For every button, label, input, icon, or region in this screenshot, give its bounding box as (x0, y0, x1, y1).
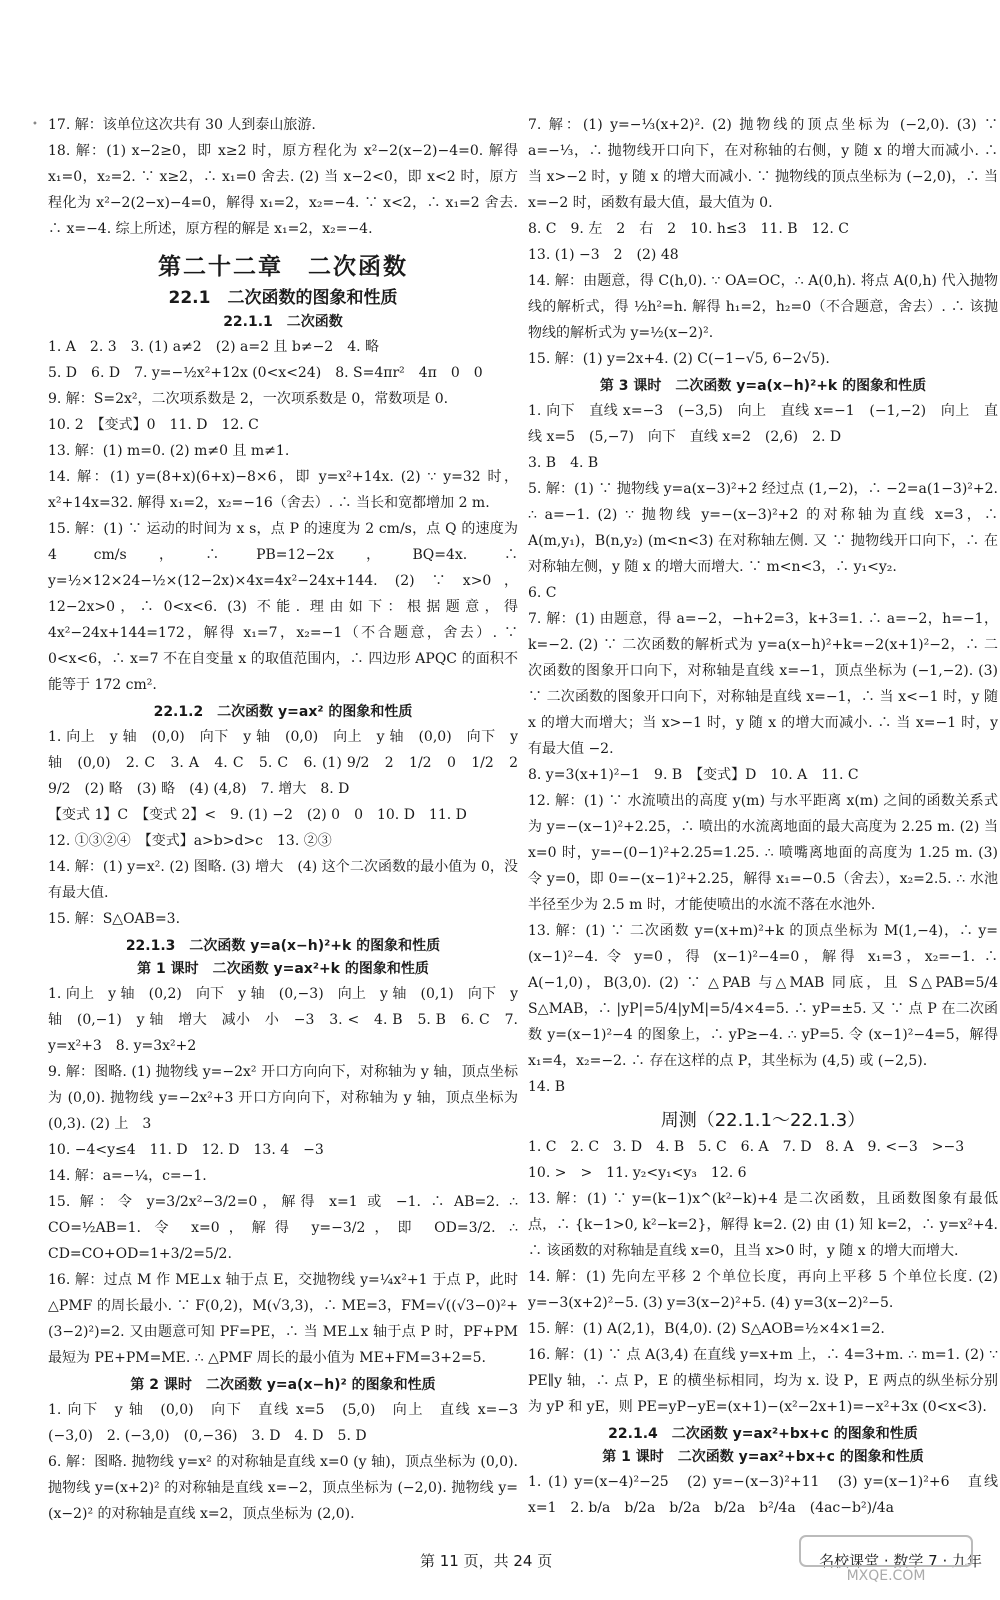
subsection-title: 22.1.4 二次函数 y=ax²+bx+c 的图象和性质 (608, 1426, 918, 1442)
margin-mark: • (32, 119, 38, 130)
subsection-title: 第 1 课时 二次函数 y=ax²+bx+c 的图象和性质 (602, 1449, 924, 1465)
subsection-title: 第 3 课时 二次函数 y=a(x−h)²+k 的图象和性质 (599, 378, 927, 394)
page-number: 第 11 页，共 24 页 (420, 1552, 553, 1570)
answer-paragraph: 5. D 6. D 7. y=−½x²+12x (0<x<24) 8. S=4πr² 4π 0 0 (48, 365, 483, 381)
answer-paragraph: 1. C 2. C 3. D 4. B 5. C 6. A 7. D 8. A 9. <−3 >−3 (528, 1139, 965, 1155)
answer-paragraph: 1. 向上 y 轴 (0,2) 向下 y 轴 (0,−3) 向上 y 轴 (0,1) 向下 y 轴 (0,−1) y 轴 增大 减小 小 −3 3. < 4. B 5. B 6. C 7. y=x²+3 8. y=3x²+2 (48, 986, 518, 1054)
subsection-title: 第 2 课时 二次函数 y=a(x−h)² 的图象和性质 (130, 1377, 436, 1393)
watermark-text: MXQE.COM (846, 1568, 926, 1584)
answer-paragraph: 8. y=3(x+1)²−1 9. B 【变式】D 10. A 11. C (528, 767, 859, 783)
answer-paragraph: 14. 解：(1) y=(8+x)(6+x)−8×6，即 y=x²+14x. (2) ∵ y=32 时，x²+14x=32. 解得 x₁=2，x₂=−16（舍去）. ∴ 当长和宽都增加 2 m. (48, 469, 518, 511)
answer-paragraph: 14. 解：(1) 先向左平移 2 个单位长度，再向上平移 5 个单位长度. (2) y=−3(x+2)²−5. (3) y=3(x−2)²+5. (4) y=3(x−2)²−5. (528, 1269, 998, 1311)
answer-paragraph: 17. 解：该单位这次共有 30 人到泰山旅游. (48, 117, 316, 133)
answer-paragraph: 15. 解：S△OAB=3. (48, 911, 181, 927)
answer-paragraph: 7. 解：(1) y=−⅓(x+2)². (2) 抛物线的顶点坐标为 (−2,0). (3) ∵ a=−⅓，∴ 抛物线开口向下，在对称轴的右侧，y 随 x 的增大而减小. ∴ 当 x>−2 时，y 随 x 的增大而减小. ∵ 抛物线的顶点坐标为 (−2,0)，∴ 当 x=−2 时，函数有最大值，最大值为 0. (528, 117, 998, 211)
answer-paragraph: 1. 向上 y 轴 (0,0) 向下 y 轴 (0,0) 向上 y 轴 (0,0) 向下 y 轴 (0,0) 2. C 3. A 4. C 5. C 6. (1) 9/2 2 1/2 0 1/2 2 9/2 (2) 略 (3) 略 (4) (4,8) 7. 增大 8. D (48, 729, 532, 797)
answer-paragraph: 16. 解：(1) ∵ 点 A(3,4) 在直线 y=x+m 上，∴ 4=3+m. ∴ m=1. (2) ∵ PE∥y 轴，∴ 点 P，E 的横坐标相同，均为 x. 设 P，E 两点的纵坐标分别为 yP 和 yE，则 PE=yP−yE=(x+1)−(x²−2x+1)=−x²+3x (0<x<3). (528, 1347, 998, 1415)
answer-paragraph: 9. 解：图略. (1) 抛物线 y=−2x² 开口方向向下，对称轴为 y 轴，顶点坐标为 (0,0). 抛物线 y=−2x²+3 开口方向向下，对称轴为 y 轴，顶点坐标为 (0,3). (2) 上 3 (48, 1064, 518, 1132)
answer-paragraph: 14. B (528, 1079, 566, 1095)
answer-paragraph: 18. 解：(1) x−2≥0，即 x≥2 时，原方程化为 x²−2(x−2)−4=0. 解得 x₁=0，x₂=2. ∵ x≥2，∴ x₁=0 舍去. (2) 当 x−2<0，即 x<2 时，原方程化为 x²−2(2−x)−4=0，解得 x₁=2，x₂=−4. ∵ x<2，∴ x₁=2 舍去. ∴ x=−4. 综上所述，原方程的解是 x₁=2，x₂=−4. (48, 143, 518, 237)
answer-paragraph: 3. B 4. B (528, 455, 599, 471)
book-brand: 名校课堂 · 数学 7 · 九年 (819, 1552, 982, 1570)
answer-paragraph: 1. 向下 直线 x=−3 (−3,5) 向上 直线 x=−1 (−1,−2) 向上 直线 x=5 (5,−7) 向下 直线 x=2 (2,6) 2. D (528, 403, 998, 445)
answer-paragraph: 10. 2 【变式】0 11. D 12. C (48, 417, 259, 433)
answer-paragraph: 7. 解：(1) 由题意，得 a=−2，−h+2=3，k+3=1. ∴ a=−2，h=−1，k=−2. (2) ∵ 二次函数的解析式为 y=a(x−h)²+k=−2(x+1)²−2，∴ 二次函数的图象开口向下，对称轴是直线 x=−1，顶点坐标为 (−1,−2). (3) ∵ 二次函数的图象开口向下，对称轴是直线 x=−1，∴ 当 x<−1 时，y 随 x 的增大而增大；当 x>−1 时，y 随 x 的增大而减小. ∴ 当 x=−1 时，y 有最大值 −2. (528, 611, 998, 757)
answer-paragraph: 【变式 1】C 【变式 2】< 9. (1) −2 (2) 0 0 10. D 11. D (48, 807, 467, 823)
answer-paragraph: 15. 解：(1) A(2,1)，B(4,0). (2) S△AOB=½×4×1=2. (528, 1321, 885, 1337)
left-column (48, 112, 532, 1527)
subsection-title: 第 1 课时 二次函数 y=ax²+k 的图象和性质 (137, 961, 429, 977)
answer-paragraph: 13. 解：(1) ∵ 二次函数 y=(x+m)²+k 的顶点坐标为 M(1,−4)，∴ y=(x−1)²−4. 令 y=0，得 (x−1)²−4=0，解得 x₁=3，x₂=−1. ∴ A(−1,0)，B(3,0). (2) ∵ △PAB 与△MAB 同底，且 S△PAB=5/4 S△MAB，∴ |yP|=5/4|yM|=5/4×4=5. ∴ yP=±5. 又 ∵ 点 P 在二次函数 y=(x−1)²−4 的图象上，∴ yP≥−4. ∴ yP=5. 令 (x−1)²−4=5，解得 x₁=4，x₂=−2. ∴ 存在这样的点 P，其坐标为 (4,5) 或 (−2,5). (528, 923, 998, 1069)
answer-paragraph: 15. 解：(1) ∵ 运动的时间为 x s，点 P 的速度为 2 cm/s，点 Q 的速度为 4 cm/s，∴ PB=12−2x，BQ=4x. ∴ y=½×12×24−½×(12−2x)×4x=4x²−24x+144. (2) ∵ x>0，12−2x>0，∴ 0<x<6. (3) 不能. 理由如下：根据题意，得 4x²−24x+144=172，解得 x₁=7，x₂=−1（不合题意，舍去）. ∵ 0<x<6，∴ x=7 不在自变量 x 的取值范围内，∴ 四边形 APQC 的面积不能等于 172 cm². (48, 521, 518, 693)
answer-paragraph: 10. −4<y≤4 11. D 12. D 13. 4 −3 (48, 1142, 324, 1158)
watermark-logo (796, 1532, 976, 1586)
answer-paragraph: 10. > > 11. y₂<y₁<y₃ 12. 6 (528, 1165, 747, 1181)
right-column (528, 112, 998, 1521)
answer-paragraph: 16. 解：过点 M 作 ME⊥x 轴于点 E，交抛物线 y=¼x²+1 于点 P，此时△PMF 的周长最小. ∵ F(0,2)，M(√3,3)，∴ ME=3，FM=√((√3−0)²+(3−2)²)=2. 又由题意可知 PF=PE，∴ 当 ME⊥x 轴于点 P 时，PF+PM 最短为 PE+PM=ME. ∴ △PMF 周长的最小值为 ME+FM=3+2=5. (48, 1272, 518, 1366)
answer-paragraph: 13. (1) −3 2 (2) 48 (528, 247, 679, 263)
answer-paragraph: 15. 解：(1) y=2x+4. (2) C(−1−√5, 6−2√5). (528, 351, 830, 367)
answer-paragraph: 1. (1) y=(x−4)²−25 (2) y=−(x−3)²+11 (3) y=(x−1)²+6 直线 x=1 2. b/a b/2a b/2a b/2a b²/4a (4ac−b²)/4a (528, 1474, 998, 1516)
answer-paragraph: 14. 解：a=−¼，c=−1. (48, 1168, 207, 1184)
answer-paragraph: 12. 解：(1) ∵ 水流喷出的高度 y(m) 与水平距离 x(m) 之间的函数关系式为 y=−(x−1)²+2.25，∴ 喷出的水流离地面的最大高度为 2.25 m. (2) 当 x=0 时，y=−(0−1)²+2.25=1.25. ∴ 喷嘴离地面的高度为 1.25 m. (3) 令 y=0，即 0=−(x−1)²+2.25，解得 x₁=−0.5（舍去），x₂=2.5. ∴ 水池半径至少为 2.5 m 时，才能使喷出的水流不落在水池外. (528, 793, 998, 913)
answer-paragraph: 1. 向下 y 轴 (0,0) 向下 直线 x=5 (5,0) 向上 直线 x=−3 (−3,0) 2. (−3,0) (0,−36) 3. D 4. D 5. D (48, 1402, 532, 1444)
answer-paragraph: 13. 解：(1) m=0. (2) m≠0 且 m≠1. (48, 443, 290, 459)
answer-paragraph: 9. 解：S=2x²，二次项系数是 2，一次项系数是 0，常数项是 0. (48, 391, 449, 407)
answer-paragraph: 15. 解：令 y=3/2x²−3/2=0，解得 x=1 或 −1. ∴ AB=2. ∴ CO=½AB=1. 令 x=0，解得 y=−3/2，即 OD=3/2. ∴ CD=CO+OD=1+3/2=5/2. (48, 1194, 518, 1262)
answer-paragraph: 12. ①③②④ 【变式】a>b>d>c 13. ②③ (48, 833, 332, 849)
section-title: 22.1 二次函数的图象和性质 (168, 288, 398, 308)
subsection-title: 22.1.2 二次函数 y=ax² 的图象和性质 (153, 704, 413, 720)
answer-paragraph: 14. 解：(1) y=x². (2) 图略. (3) 增大 (4) 这个二次函数的最小值为 0，没有最大值. (48, 859, 518, 901)
quiz-title: 周测（22.1.1～22.1.3） (660, 1110, 866, 1131)
answer-paragraph: 14. 解：由题意，得 C(h,0). ∵ OA=OC，∴ A(0,h). 将点 A(0,h) 代入抛物线的解析式，得 ½h²=h. 解得 h₁=2，h₂=0（不合题意，舍去）. ∴ 该抛物线的解析式为 y=½(x−2)². (528, 273, 998, 341)
answer-paragraph: 8. C 9. 左 2 右 2 10. h≤3 11. B 12. C (528, 221, 849, 237)
answer-paragraph: 6. C (528, 585, 557, 601)
answer-paragraph: 5. 解：(1) ∵ 抛物线 y=a(x−3)²+2 经过点 (1,−2)，∴ −2=a(1−3)²+2. ∴ a=−1. (2) ∵ 抛物线 y=−(x−3)²+2 的对称轴为直线 x=3，∴ A(m,y₁)，B(n,y₂) (m<n<3) 在对称轴左侧. 又 ∵ 抛物线开口向下，∴ 在对称轴左侧，y 随 x 的增大而增大. ∵ m<n<3，∴ y₁<y₂. (528, 481, 998, 575)
answer-paragraph: 13. 解：(1) ∵ y=(k−1)x^(k²−k)+4 是二次函数，且函数图象有最低点，∴ {k−1>0, k²−k=2}，解得 k=2. (2) 由 (1) 知 k=2，∴ y=x²+4. ∴ 该函数的对称轴是直线 x=0，且当 x>0 时，y 随 x 的增大而增大. (528, 1191, 998, 1259)
answer-paragraph: 1. A 2. 3 3. (1) a≠2 (2) a=2 且 b≠−2 4. 略 (48, 339, 380, 355)
subsection-title: 22.1.1 二次函数 (223, 314, 343, 330)
answer-paragraph: 6. 解：图略. 抛物线 y=x² 的对称轴是直线 x=0 (y 轴)，顶点坐标为 (0,0). 抛物线 y=(x+2)² 的对称轴是直线 x=−2，顶点坐标为 (−2,0). 抛物线 y=(x−2)² 的对称轴是直线 x=2，顶点坐标为 (2,0). (48, 1454, 518, 1522)
subsection-title: 22.1.3 二次函数 y=a(x−h)²+k 的图象和性质 (125, 938, 441, 954)
chapter-title: 第二十二章 二次函数 (158, 254, 408, 280)
